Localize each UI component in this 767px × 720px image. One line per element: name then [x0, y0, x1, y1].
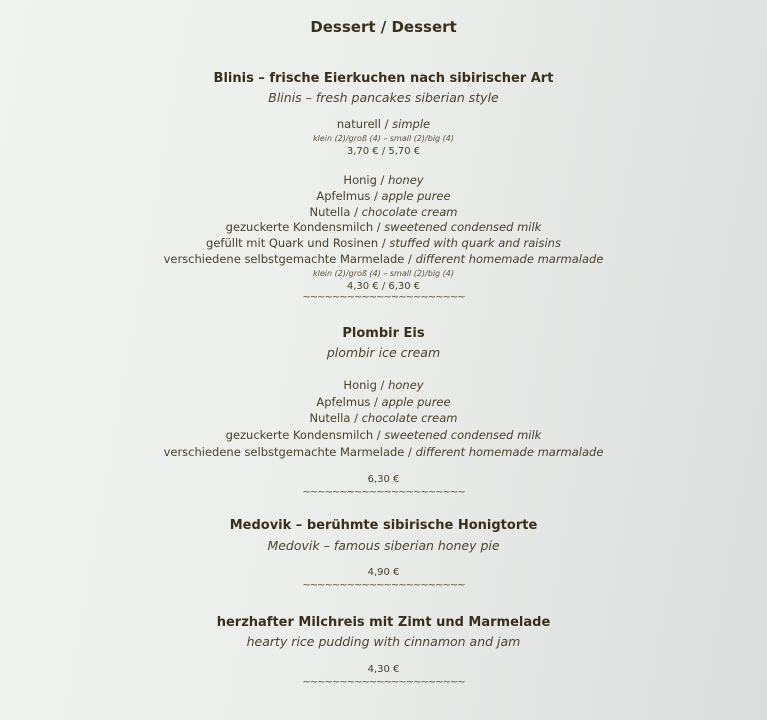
menu-item: [0, 236, 767, 250]
menu-item-en: chocolate cream: [361, 411, 458, 425]
price: 4,90 €: [367, 567, 400, 578]
separator: ~~~~~~~~~~~~~~~~~~~~~~: [302, 580, 465, 591]
menu-item-de: gezuckerte Kondensmilch /: [225, 428, 385, 442]
menu-item: [0, 189, 767, 203]
section-heading-milchreis: herzhafter Milchreis mit Zimt und Marmelade: [216, 615, 551, 630]
price: 3,70 € / 5,70 €: [346, 146, 421, 157]
menu-item-de: gezuckerte Kondensmilch /: [225, 220, 385, 234]
separator: ~~~~~~~~~~~~~~~~~~~~~~: [302, 677, 465, 688]
page-title: Dessert / Dessert: [310, 18, 457, 36]
menu-item-de: Apfelmus /: [316, 189, 382, 203]
menu-item-en: apple puree: [381, 395, 451, 409]
menu-item-de: Nutella /: [309, 205, 362, 219]
menu-item-de: Honig /: [343, 173, 389, 187]
menu-item-en: sweetened condensed milk: [384, 428, 542, 442]
menu-item-en: honey: [388, 173, 424, 187]
menu-item-en: honey: [388, 378, 424, 392]
separator: ~~~~~~~~~~~~~~~~~~~~~~: [302, 487, 465, 498]
price: 6,30 €: [367, 474, 400, 485]
menu-item-en: stuffed with quark and raisins: [389, 236, 561, 250]
menu-item: [0, 173, 767, 187]
menu-item-en: simple: [392, 117, 431, 131]
menu-item-en: apple puree: [381, 189, 451, 203]
menu-item: [0, 411, 767, 425]
section-heading-plombir: Plombir Eis: [342, 326, 425, 341]
menu-item: [0, 445, 767, 459]
section-subheading-plombir: plombir ice cream: [326, 345, 441, 360]
menu-item-de: verschiedene selbstgemachte Marmelade /: [163, 252, 416, 266]
menu-item-en: sweetened condensed milk: [384, 220, 542, 234]
menu-item-de: verschiedene selbstgemachte Marmelade /: [163, 445, 416, 459]
price: 4,30 € / 6,30 €: [346, 281, 421, 292]
section-subheading-medovik: Medovik – famous siberian honey pie: [267, 538, 500, 553]
menu-item: [0, 378, 767, 392]
price: 4,30 €: [367, 664, 400, 675]
menu-item: [0, 220, 767, 234]
menu-item-de: naturell /: [336, 117, 393, 131]
separator: ~~~~~~~~~~~~~~~~~~~~~~: [302, 292, 465, 303]
menu-item: [0, 205, 767, 219]
menu-item-de: Honig /: [343, 378, 389, 392]
menu-item-en: different homemade marmalade: [415, 445, 604, 459]
menu-item-en: different homemade marmalade: [415, 252, 604, 266]
menu-item-en: chocolate cream: [361, 205, 458, 219]
section-heading-blinis: Blinis – frische Eierkuchen nach sibirischer Art: [213, 71, 554, 86]
menu-item-de: Nutella /: [309, 411, 362, 425]
menu-item-de: Apfelmus /: [316, 395, 382, 409]
section-subheading-blinis: Blinis – fresh pancakes siberian style: [268, 90, 499, 105]
size-note: klein (2)/groß (4) – small (2)/big (4): [312, 134, 455, 143]
size-note: klein (2)/groß (4) – small (2)/big (4): [312, 269, 455, 278]
menu-item-de: gefüllt mit Quark und Rosinen /: [206, 236, 390, 250]
section-heading-medovik: Medovik – berühmte sibirische Honigtorte: [229, 518, 538, 533]
menu-item: [0, 428, 767, 442]
section-subheading-milchreis: hearty rice pudding with cinnamon and jam: [246, 634, 521, 649]
menu-item: [0, 395, 767, 409]
menu-item-simple: [0, 117, 767, 131]
menu-item: [0, 252, 767, 266]
